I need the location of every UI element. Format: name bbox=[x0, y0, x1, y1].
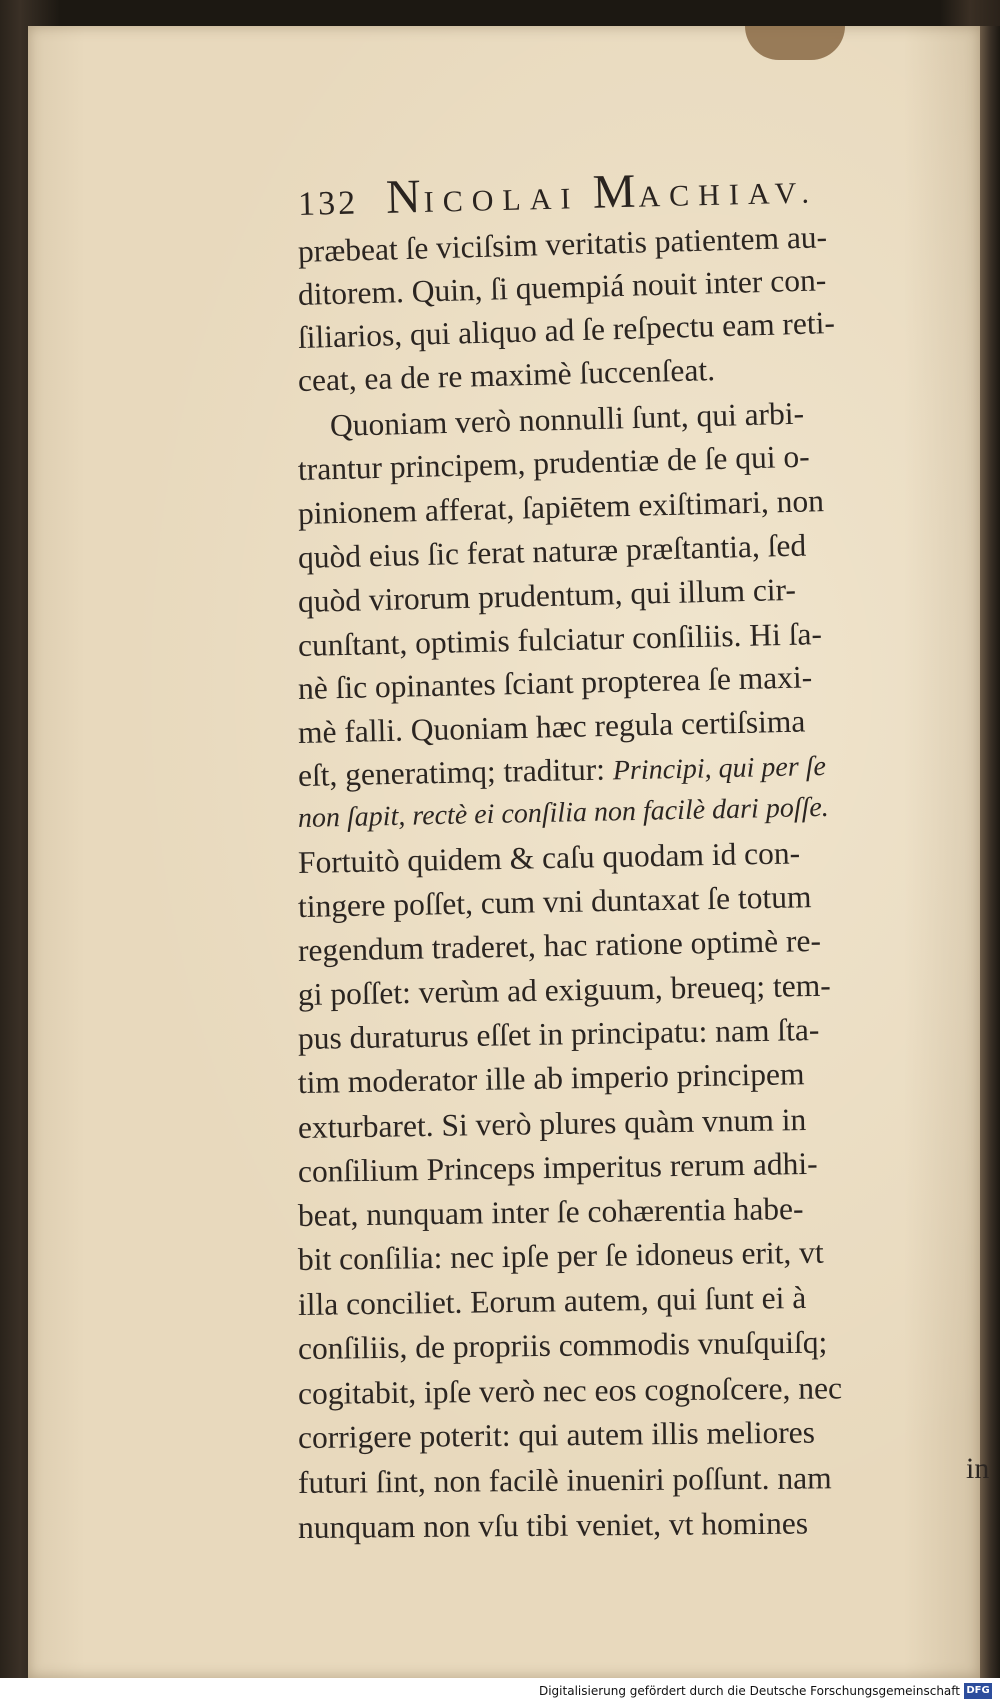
text-line: ditorem. Quin, ſi quempiá nouit inter con- bbox=[297, 262, 827, 312]
text-line: gi poſſet: verùm ad exiguum, breueq; tem- bbox=[297, 967, 831, 1012]
text-line: trantur principem, prudentiæ de ſe qui o- bbox=[297, 438, 811, 487]
running-head-initial-2: M bbox=[592, 164, 640, 219]
text-line: Quoniam verò nonnulli ſunt, qui arbi- bbox=[329, 395, 805, 443]
footer-credit: Digitalisierung gefördert durch die Deutsche Forschungsgemeinschaft bbox=[538, 1684, 960, 1698]
running-head-rest-1: ICOLAI bbox=[423, 182, 580, 219]
text-line: nunquam non vſu tibi veniet, vt homines bbox=[297, 1505, 809, 1545]
text-line: cogitabit, ipſe verò nec eos cognoſcere, nec bbox=[297, 1370, 843, 1411]
text-line: corrigere poterit: qui autem illis meliores bbox=[297, 1414, 816, 1455]
catchword: in bbox=[966, 1452, 990, 1485]
text-line: quòd virorum prudentum, qui illum cir- bbox=[297, 571, 797, 619]
page-number: 132 bbox=[297, 184, 359, 223]
text-run: eſt, generatimq; traditur: bbox=[297, 751, 606, 793]
text-line: Fortuitò quidem & caſu quodam id con- bbox=[297, 835, 801, 880]
text-line: regendum traderet, hac ratione optimè re- bbox=[297, 922, 822, 968]
running-head-initial-1: N bbox=[385, 169, 425, 224]
text-line: ſiliarios, qui aliquo ad ſe reſpectu eam reti- bbox=[297, 305, 836, 355]
text-line: pinionem afferat, ſapiētem exiſtimari, non bbox=[297, 483, 825, 531]
text-line: tingere poſſet, cum vni duntaxat ſe totum bbox=[297, 879, 812, 924]
italic-quote: Principi, qui per ſe bbox=[612, 750, 827, 787]
text-line: futuri ſint, non facilè inueniri poſſunt. nam bbox=[297, 1460, 832, 1500]
page-edge bbox=[980, 26, 1000, 1678]
dfg-logo: DFG bbox=[964, 1683, 992, 1699]
text-line: illa conciliet. Eorum autem, qui ſunt ei à bbox=[297, 1279, 807, 1322]
text-line: exturbaret. Si verò plures quàm vnum in bbox=[297, 1102, 807, 1145]
text-line: nè ſic opinantes ſciant propterea ſe maxi- bbox=[297, 659, 813, 706]
running-head-rest-2: ACHIAV. bbox=[638, 176, 819, 214]
text-line: tim moderator ille ab imperio principem bbox=[297, 1056, 805, 1100]
text-line: cunſtant, optimis fulciatur conſiliis. Hi ſa- bbox=[297, 616, 823, 663]
text-line: beat, nunquam inter ſe cohærentia habe- bbox=[297, 1190, 804, 1233]
text-line: conſiliis, de propriis commodis vnuſquiſq; bbox=[297, 1324, 828, 1366]
text-line: mè falli. Quoniam hæc regula certiſsima bbox=[297, 703, 806, 750]
footer-bar bbox=[0, 1678, 1000, 1707]
text-line: ceat, ea de re maximè ſuccenſeat. bbox=[297, 352, 716, 398]
text-line: quòd eius ſic ferat naturæ præſtantia, ſed bbox=[297, 527, 807, 575]
text-line: præbeat ſe viciſsim veritatis patientem au- bbox=[297, 219, 828, 269]
text-line: conſilium Princeps imperitus rerum adhi- bbox=[297, 1145, 818, 1189]
text-line: pus duraturus eſſet in principatu: nam ſta- bbox=[297, 1011, 820, 1056]
italic-quote-line: non ſapit, rectè ei conſilia non facilè dari poſſe. bbox=[297, 791, 830, 834]
text-line: bit conſilia: nec ipſe per ſe idoneus erit, vt bbox=[297, 1234, 824, 1277]
